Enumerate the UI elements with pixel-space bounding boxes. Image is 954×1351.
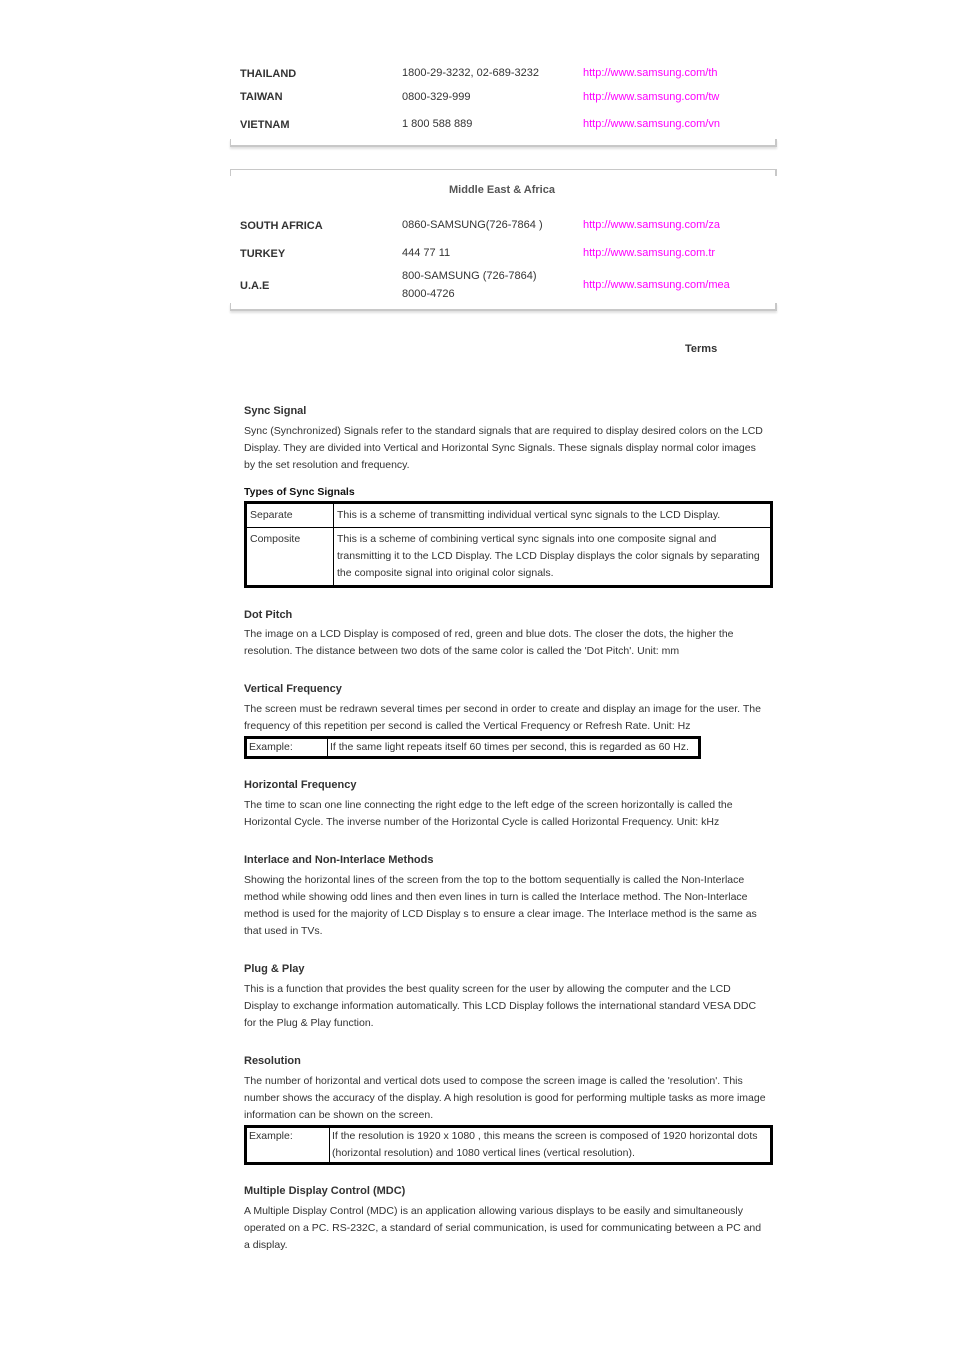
heading-types-of-sync: Types of Sync Signals xyxy=(244,486,355,498)
sync-type-name: Composite xyxy=(247,528,334,586)
country-thailand: THAILAND xyxy=(240,68,297,80)
phone-uae-2: 8000-4726 xyxy=(402,288,455,300)
mea-frame-bottom xyxy=(230,303,777,311)
asia-frame-bottom xyxy=(230,139,777,147)
link-uae[interactable]: http://www.samsung.com/mea xyxy=(583,279,730,291)
table-row xyxy=(247,528,771,586)
heading-interlace: Interlace and Non-Interlace Methods xyxy=(244,854,434,866)
resolution-example-table xyxy=(244,1125,773,1165)
para-sync-signal: Sync (Synchronized) Signals refer to the standard signals that are required to display desired colors on the LCD Display. They are divided into Vertical and Horizontal Sync Signals. These signals display normal color images by the set resolution and frequency. xyxy=(244,425,763,471)
para-mdc: A Multiple Display Control (MDC) is an application allowing various displays to be easily and simultaneously operated on a PC. RS-232C, a standard of serial communication, is used for communicating between a PC and a display. xyxy=(244,1205,762,1251)
mea-frame-top xyxy=(230,169,777,176)
para-dot-pitch: The image on a LCD Display is composed of red, green and blue dots. The closer the dots, the higher the resolution. The distance between two dots of the same color is called the 'Dot Pitch'. Unit: mm xyxy=(244,628,734,657)
para-vertical-frequency: The screen must be redrawn several times per second in order to create and display an image for the user. The frequency of this repetition per second is called the Vertical Frequency or Refresh Rate. Unit: Hz xyxy=(244,703,761,732)
heading-mdc: Multiple Display Control (MDC) xyxy=(244,1185,406,1197)
phone-taiwan: 0800-329-999 xyxy=(402,91,471,103)
country-uae: U.A.E xyxy=(240,280,270,292)
phone-turkey: 444 77 11 xyxy=(402,247,451,259)
table-row xyxy=(247,1128,771,1163)
phone-vietnam: 1 800 588 889 xyxy=(402,118,473,130)
region-title-mea: Middle East & Africa xyxy=(449,184,555,196)
sync-type-desc: This is a scheme of transmitting individual vertical sync signals to the LCD Display. xyxy=(334,504,771,528)
link-taiwan[interactable]: http://www.samsung.com/tw xyxy=(583,91,720,103)
example-label: Example: xyxy=(247,1128,330,1163)
heading-dot-pitch: Dot Pitch xyxy=(244,609,293,621)
country-south-africa: SOUTH AFRICA xyxy=(240,220,323,232)
phone-uae-1: 800-SAMSUNG (726-7864) xyxy=(402,270,537,282)
link-thailand[interactable]: http://www.samsung.com/th xyxy=(583,67,718,79)
heading-plug-and-play: Plug & Play xyxy=(244,963,305,975)
country-turkey: TURKEY xyxy=(240,248,286,260)
vertical-example-table xyxy=(244,736,701,759)
sync-type-name: Separate xyxy=(247,504,334,528)
para-plug-and-play: This is a function that provides the best quality screen for the user by allowing the computer and the LCD Display to exchange information automatically. This LCD Display follows the international standard VESA DDC for the Plug & Play function. xyxy=(244,983,757,1029)
table-row xyxy=(247,739,699,757)
para-interlace: Showing the horizontal lines of the screen from the top to the bottom sequentially is called the Non-Interlace method while showing odd lines and then even lines in turn is called the Interlace method. The Non-Interlace method is used for the majority of LCD Display s to ensure a clear image. The Interlace method is the same as that used in TVs. xyxy=(244,874,757,937)
heading-vertical-frequency: Vertical Frequency xyxy=(244,683,342,695)
link-south-africa[interactable]: http://www.samsung.com/za xyxy=(583,219,720,231)
example-text: If the resolution is 1920 x 1080 , this means the screen is composed of 1920 horizontal dots (horizontal resolution) and 1080 vertical lines (vertical resolution). xyxy=(330,1128,771,1163)
heading-horizontal-frequency: Horizontal Frequency xyxy=(244,779,357,791)
country-vietnam: VIETNAM xyxy=(240,119,290,131)
table-row xyxy=(247,504,771,528)
para-resolution: The number of horizontal and vertical dots used to compose the screen image is called the 'resolution'. This number shows the accuracy of the display. A high resolution is good for performing multiple tasks as more image information can be shown on the screen. xyxy=(244,1075,766,1121)
phone-thailand: 1800-29-3232, 02-689-3232 xyxy=(402,67,540,79)
para-horizontal-frequency: The time to scan one line connecting the right edge to the left edge of the screen horizontally is called the Horizontal Cycle. The inverse number of the Horizontal Cycle is called Horizontal Frequency. Unit: kHz xyxy=(244,799,733,828)
link-vietnam[interactable]: http://www.samsung.com/vn xyxy=(583,118,720,130)
sync-type-desc: This is a scheme of combining vertical sync signals into one composite signal and transmitting it to the LCD Display. The LCD Display displays the color signals by separating the composite signal into original color signals. xyxy=(334,528,771,586)
sync-types-table xyxy=(244,501,773,588)
country-taiwan: TAIWAN xyxy=(240,91,283,103)
example-label: Example: xyxy=(247,739,328,757)
heading-sync-signal: Sync Signal xyxy=(244,405,307,417)
example-text: If the same light repeats itself 60 times per second, this is regarded as 60 Hz. xyxy=(328,739,699,757)
heading-resolution: Resolution xyxy=(244,1055,301,1067)
phone-south-africa: 0860-SAMSUNG(726-7864 ) xyxy=(402,219,543,231)
terms-title: Terms xyxy=(685,343,718,355)
link-turkey[interactable]: http://www.samsung.com.tr xyxy=(583,247,716,259)
